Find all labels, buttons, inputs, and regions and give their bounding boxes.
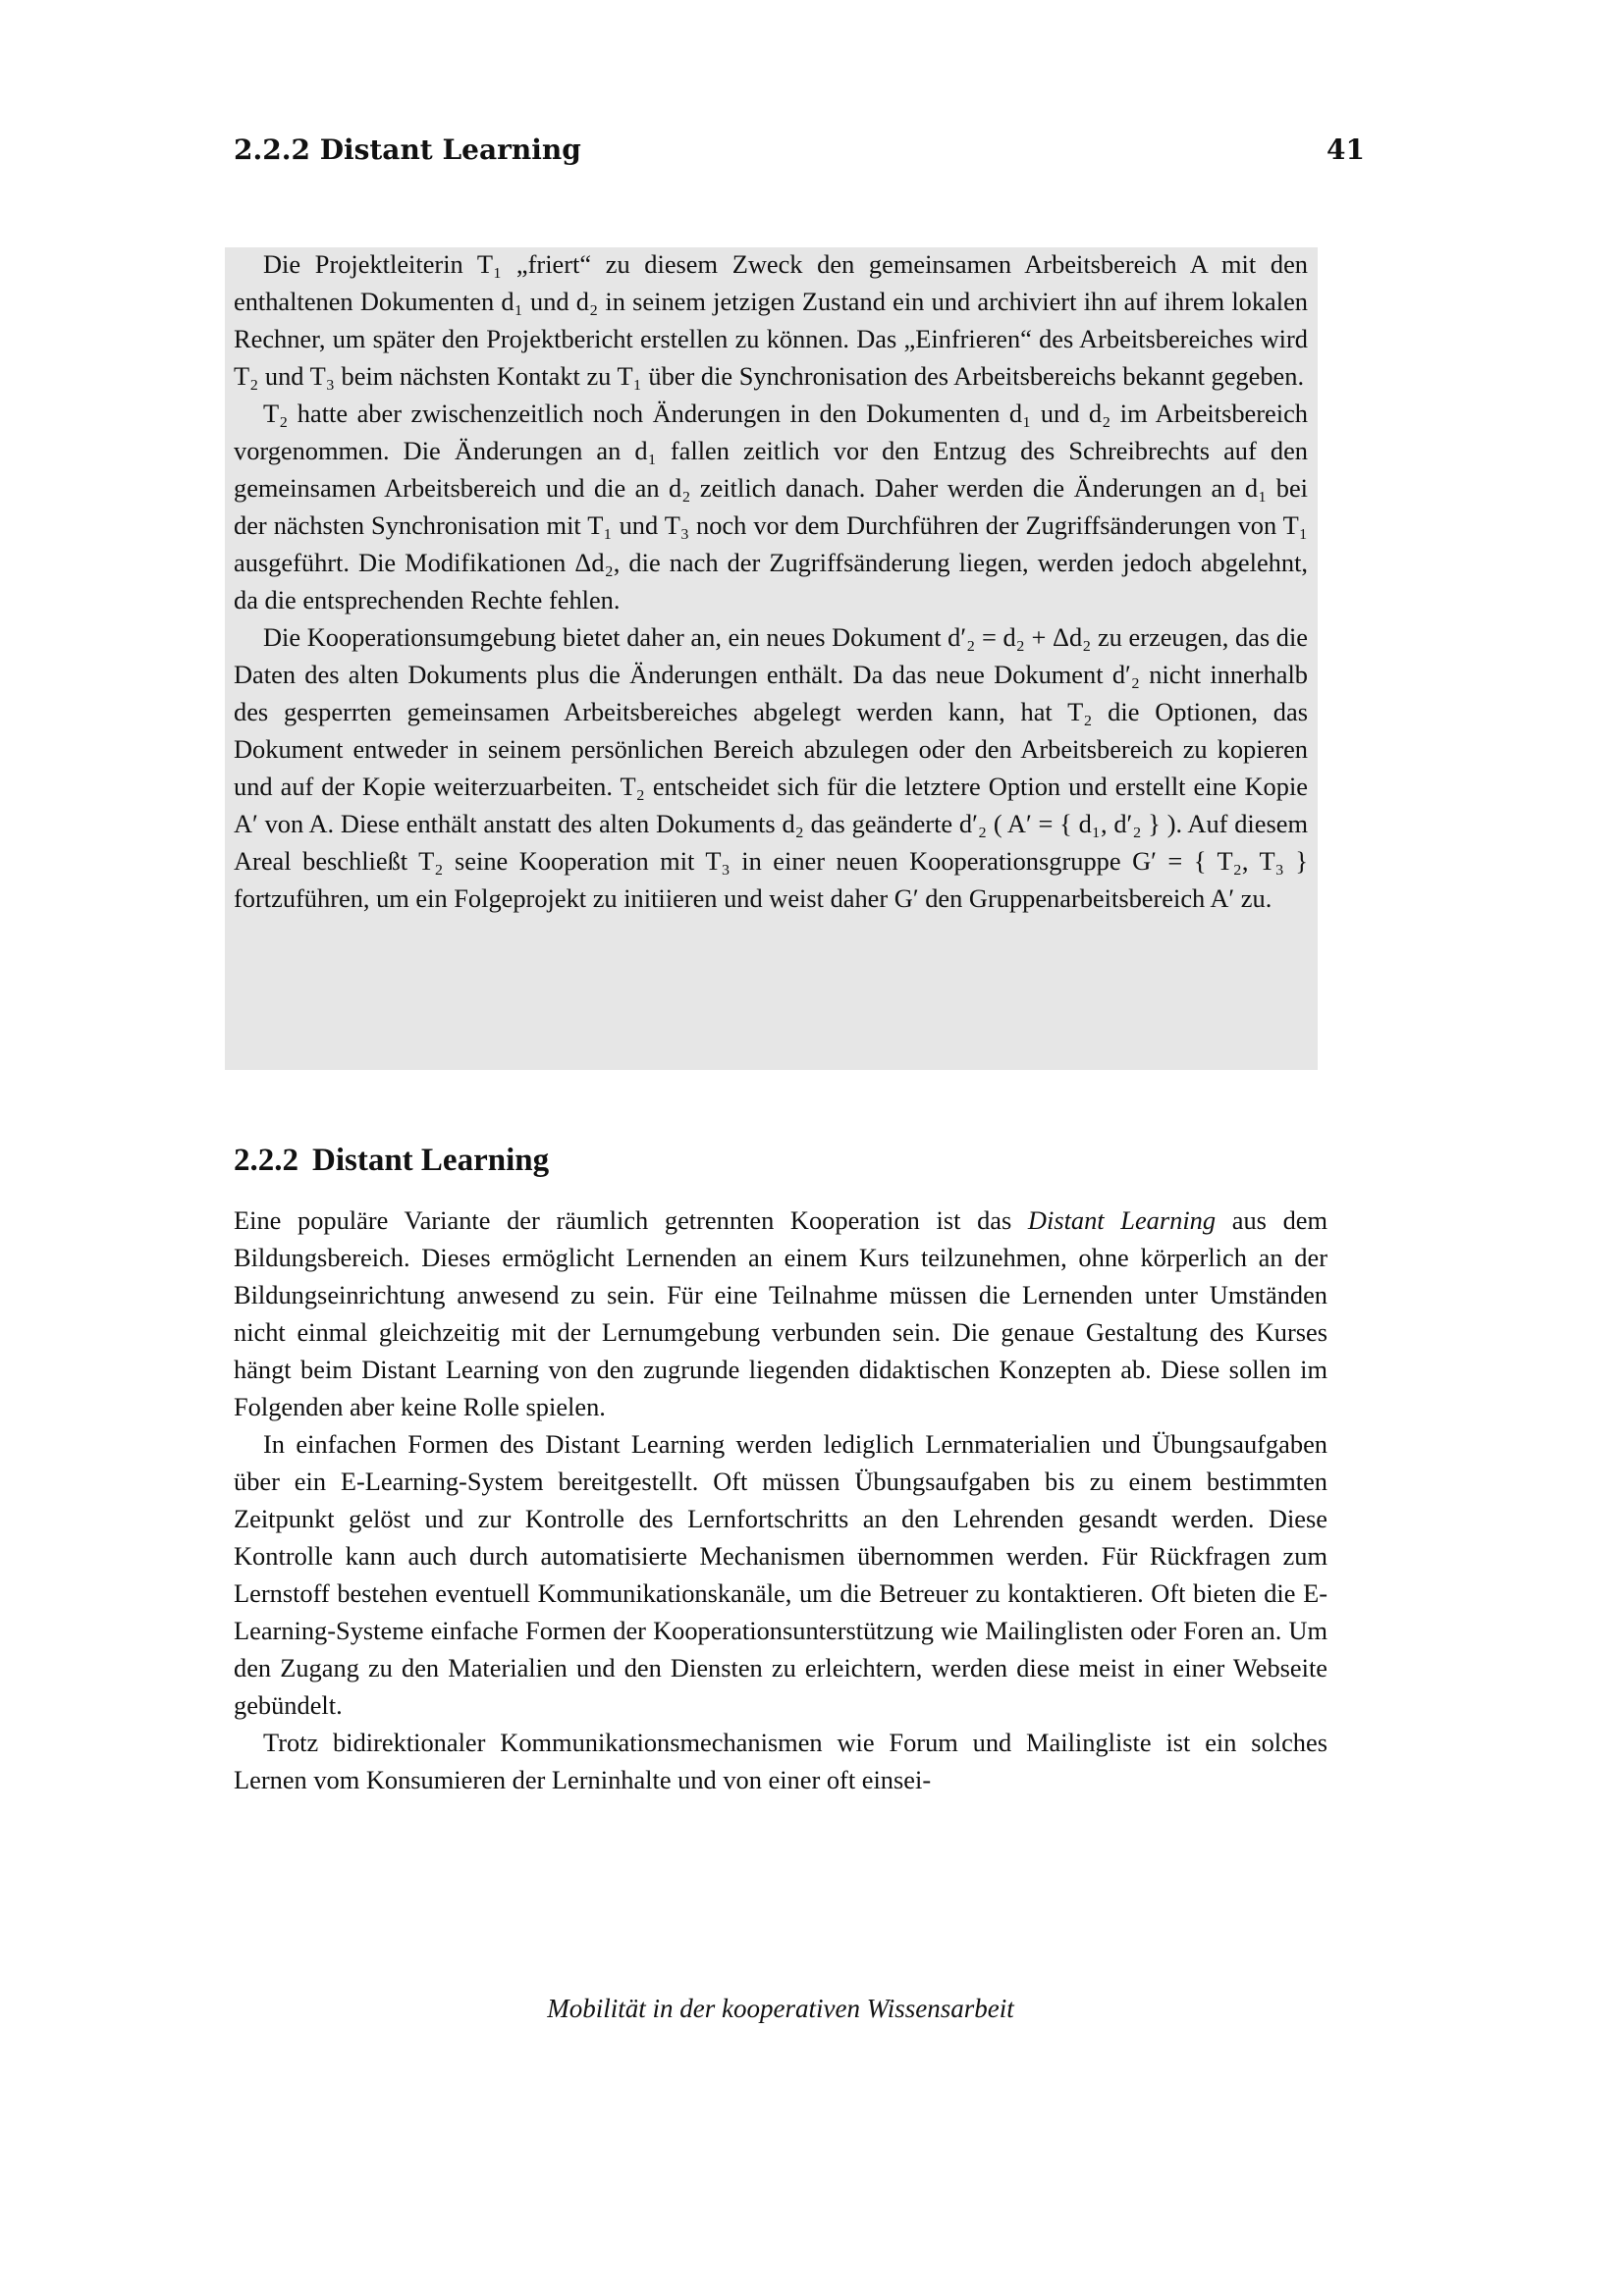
section-title: Distant Learning bbox=[312, 1143, 550, 1178]
body-paragraph-1-rest: aus dem Bildungsbereich. Dieses ermöglicht Lernenden an einem Kurs teilzunehmen, ohne körperlich an der Bildungseinrichtung anwesend zu sein. Für eine Teilnahme müssen die Lernenden unter Umständen nicht einmal gleichzeitig mit der Lernumgebung verbunden sein. Die genaue Gestaltung des Kurses hängt beim Distant Learning von den zugrunde liegenden didaktischen Konzepten ab. Diese sollen im Folgenden aber keine Rolle spielen. bbox=[234, 1205, 1328, 1421]
section-number: 2.2.2 bbox=[234, 1143, 298, 1178]
page-footer: Mobilität in der kooperativen Wissensarbeit bbox=[547, 1994, 1014, 2023]
body-paragraph-1 bbox=[234, 1201, 1327, 1425]
example-box bbox=[234, 245, 1308, 917]
section-body bbox=[234, 1201, 1327, 1798]
example-paragraph-3: Die Kooperationsumgebung bietet daher an, ein neues Dokument d′₂ = d₂ + Δd₂ zu erzeugen, das die Daten des alten Dokuments plus die Änderungen enthält. Da das neue Dokument d′₂ nicht innerhalb des gesperrten gemeinsamen Arbeitsbereiches abgelegt werden kann, hat T₂ die Optionen, das Dokument entweder in seinem persönlichen Bereich abzulegen oder den Arbeitsbereich zu kopieren und auf der Kopie weiterzuarbeiten. T₂ entscheidet sich für die letztere Option und erstellt eine Kopie A′ von A. Diese enthält anstatt des alten Dokuments d₂ das geänderte d′₂ ( A′ = { d₁, d′₂ } ). Auf diesem Areal beschließt T₂ seine Kooperation mit T₃ in einer neuen Kooperationsgruppe G′ = { T₂, T₃ } fortzuführen, um ein Folgeprojekt zu initiieren und weist daher G′ den Gruppenarbeitsbereich A′ zu. bbox=[234, 622, 1308, 913]
page-number: 41 bbox=[1326, 133, 1365, 166]
running-header bbox=[234, 133, 1365, 166]
section-heading bbox=[234, 1143, 549, 1179]
emphasized-term: Distant Learning bbox=[1027, 1205, 1217, 1235]
body-paragraph-1-start: Eine populäre Variante der räumlich getrennten Kooperation ist das bbox=[234, 1205, 1028, 1235]
body-paragraph-3: Trotz bidirektionaler Kommunikationsmechanismen wie Forum und Mailingliste ist ein solches Lernen vom Konsumieren der Lerninhalte und von einer oft einsei- bbox=[234, 1728, 1327, 1794]
header-section-title: 2.2.2 Distant Learning bbox=[234, 133, 581, 166]
example-paragraph-2: T₂ hatte aber zwischenzeitlich noch Änderungen in den Dokumenten d₁ und d₂ im Arbeitsbereich vorgenommen. Die Änderungen an d₁ fallen zeitlich vor den Entzug des Schreibrechts auf den gemeinsamen Arbeitsbereich und die an d₂ zeitlich danach. Daher werden die Änderungen an d₁ bei der nächsten Synchronisation mit T₁ und T₃ noch vor dem Durchführen der Zugriffsänderungen von T₁ ausgeführt. Die Modifikationen Δd₂, die nach der Zugriffsänderung liegen, werden jedoch abgelehnt, da die entsprechenden Rechte fehlen. bbox=[234, 399, 1308, 614]
example-paragraph-1: Die Projektleiterin T₁ „friert“ zu diesem Zweck den gemeinsamen Arbeitsbereich A mit den enthaltenen Dokumenten d₁ und d₂ in seinem jetzigen Zustand ein und archiviert ihn auf ihrem lokalen Rechner, um später den Projektbericht erstellen zu können. Das „Einfrieren“ des Arbeitsbereiches wird T₂ und T₃ beim nächsten Kontakt zu T₁ über die Synchronisation des Arbeitsbereichs bekannt gegeben. bbox=[234, 249, 1308, 391]
body-paragraph-2: In einfachen Formen des Distant Learning werden lediglich Lernmaterialien und Übungsaufgaben über ein E-Learning-System bereitgestellt. Oft müssen Übungsaufgaben bis zu einem bestimmten Zeitpunkt gelöst und zur Kontrolle des Lernfortschritts an den Lehrenden gesandt werden. Diese Kontrolle kann auch durch automatisierte Mechanismen übernommen werden. Für Rückfragen zum Lernstoff bestehen eventuell Kommunikationskanäle, um die Betreuer zu kontaktieren. Oft bieten die E-Learning-Systeme einfache Formen der Kooperationsunterstützung wie Mailinglisten oder Foren an. Um den Zugang zu den Materialien und den Diensten zu erleichtern, werden diese meist in einer Webseite gebündelt. bbox=[234, 1429, 1327, 1720]
